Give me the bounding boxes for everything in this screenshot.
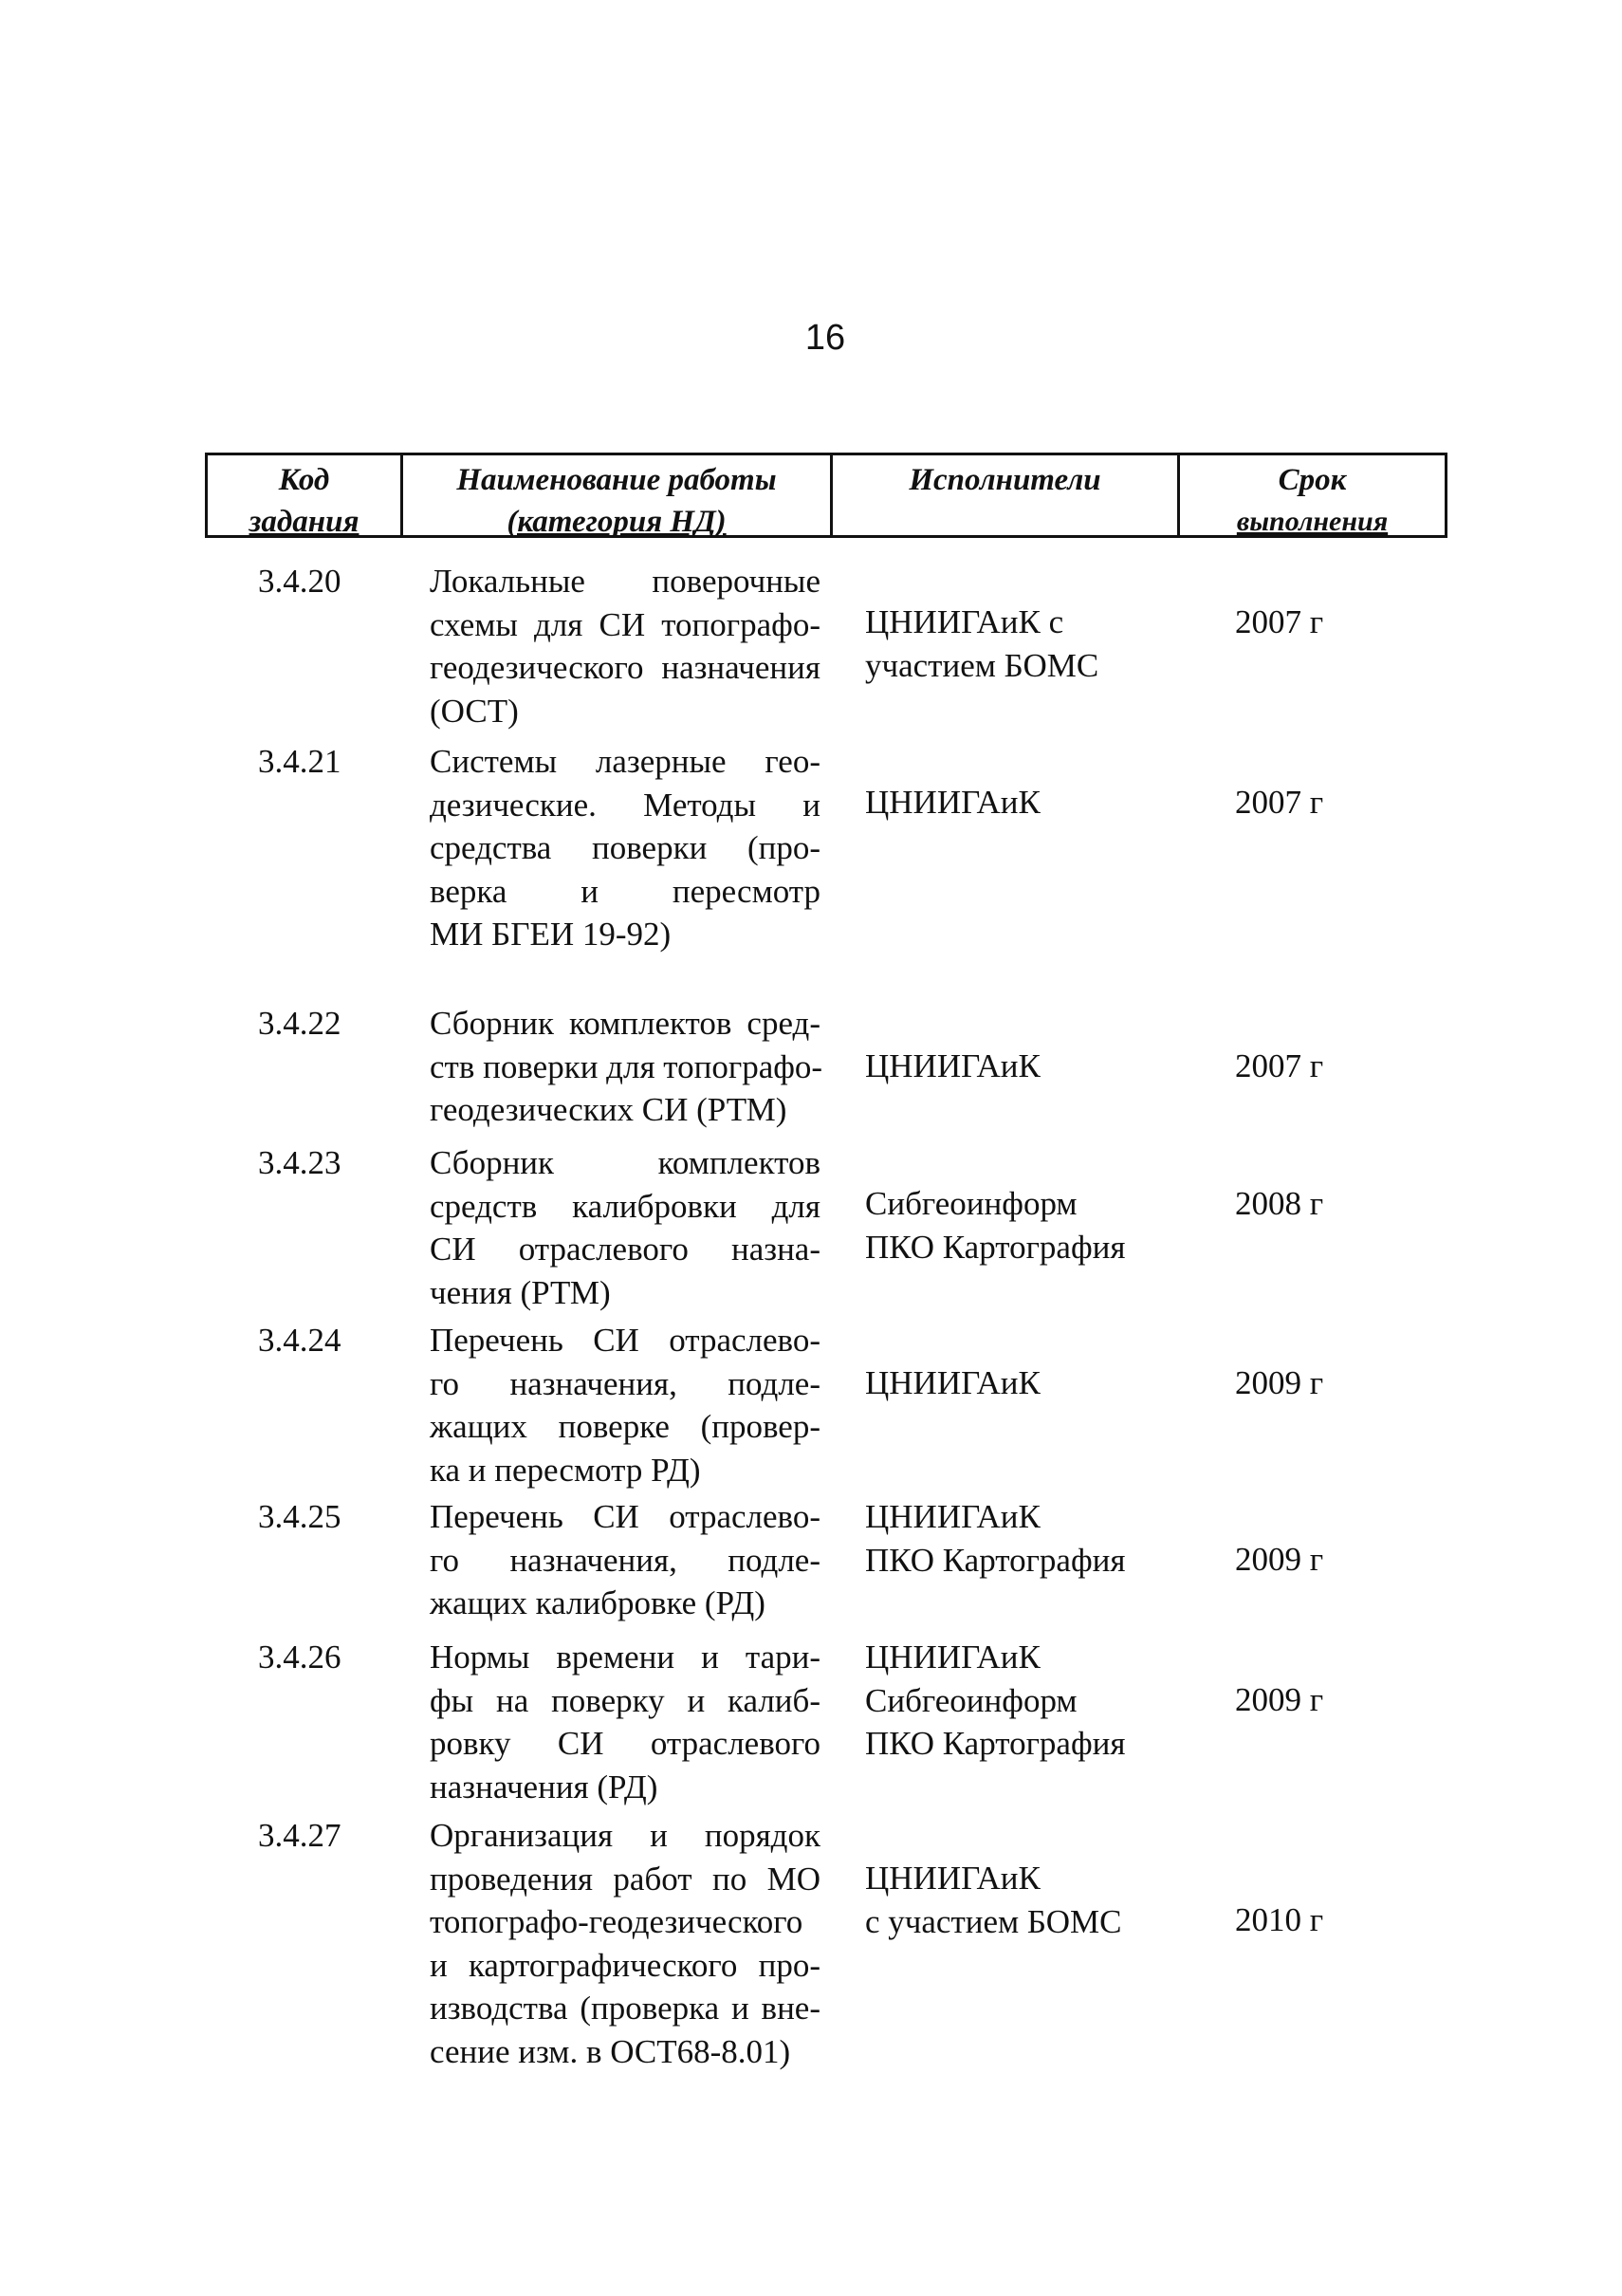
row-title-line: чения (РТМ) [430, 1273, 611, 1311]
row-deadline: 2007 г [1235, 784, 1324, 821]
row-title [430, 1002, 823, 1132]
row-title-line: Системы лазерные гео- [430, 743, 820, 780]
header-title-line-2: (категория НД) [507, 505, 727, 539]
header-code-line-1: Код [278, 463, 330, 497]
row-title-line: и картографического про- [430, 1946, 820, 1984]
row-performers [865, 1182, 1169, 1268]
row-performer: ПКО Картография [865, 1541, 1126, 1579]
header-deadline-line-1: Срок [1278, 463, 1347, 497]
row-title [430, 1319, 820, 1491]
row-deadline: 2008 г [1235, 1185, 1324, 1222]
row-performer: ЦНИИГАиК [865, 1498, 1041, 1535]
row-title-line: Сборник комплектов сред- [430, 1005, 820, 1042]
row-title-line: ка и пересмотр РД) [430, 1451, 701, 1489]
row-title-line: геодезического назначения [430, 649, 820, 686]
row-performer: ЦНИИГАиК с [865, 603, 1064, 640]
row-title-line: Перечень СИ отраслево- [430, 1322, 820, 1359]
row-performer: ЦНИИГАиК [865, 1364, 1041, 1401]
row-title-line: жащих поверке (провер- [430, 1408, 820, 1445]
row-title-line: Локальные поверочные [430, 563, 820, 600]
row-deadline: 2009 г [1235, 1541, 1324, 1578]
header-deadline [1180, 455, 1445, 535]
row-title [430, 560, 820, 732]
header-performers-label: Исполнители [909, 463, 1101, 497]
table-header [205, 453, 1447, 538]
row-title [430, 1495, 820, 1625]
row-performer: участием БОМС [865, 646, 1099, 684]
row-deadline: 2009 г [1235, 1681, 1324, 1718]
header-title-line-1: Наименование работы [456, 463, 777, 497]
header-code-line-2: задания [249, 505, 359, 539]
row-performer: Сибгеоинформ [865, 1185, 1078, 1222]
row-title-line: геодезических СИ (РТМ) [430, 1091, 787, 1128]
row-title-line: верка и пересмотр [430, 872, 820, 910]
row-title-line: жащих калибровке (РД) [430, 1584, 765, 1621]
row-performer: ПКО Картография [865, 1228, 1126, 1266]
row-title-line: Нормы времени и тари- [430, 1639, 820, 1676]
row-performer: ЦНИИГАиК [865, 784, 1041, 821]
row-title-line: проведения работ по МО [430, 1860, 820, 1898]
row-performer: с участием БОМС [865, 1902, 1122, 1940]
row-code: 3.4.21 [258, 743, 341, 780]
row-title [430, 1141, 820, 1314]
row-title-line: Организация и порядок [430, 1817, 820, 1854]
row-title-line: назначения (РД) [430, 1768, 658, 1805]
row-performer: ЦНИИГАиК [865, 1639, 1041, 1676]
row-title-line: Сборник комплектов [430, 1144, 820, 1181]
row-title-line: фы на поверку и калиб- [430, 1681, 820, 1719]
row-title-line: го назначения, подле- [430, 1541, 820, 1579]
row-code: 3.4.26 [258, 1639, 341, 1676]
row-title-line: средств калибровки для [430, 1187, 820, 1225]
row-title-line: ровку СИ отраслевого [430, 1725, 820, 1762]
row-deadline: 2010 г [1235, 1901, 1324, 1938]
row-title [430, 740, 820, 956]
row-title-line: (ОСТ) [430, 692, 519, 730]
row-title-line: схемы для СИ топографо- [430, 605, 820, 643]
row-code: 3.4.23 [258, 1144, 341, 1181]
row-performers [865, 1361, 1169, 1405]
row-performer: ЦНИИГАиК [865, 1047, 1041, 1084]
row-performers [865, 1495, 1169, 1582]
header-deadline-line-2: выполнения [1236, 506, 1389, 537]
row-performers [865, 781, 1169, 824]
row-title [430, 1814, 820, 2073]
row-performers [865, 1636, 1169, 1766]
row-performer: ЦНИИГАиК [865, 1860, 1041, 1897]
row-performers [865, 1045, 1169, 1088]
row-performer: Сибгеоинформ [865, 1681, 1078, 1719]
row-title-line: ств поверки для топографо- [430, 1047, 823, 1085]
row-performers [865, 1857, 1169, 1943]
row-code: 3.4.27 [258, 1817, 341, 1854]
header-title [403, 455, 833, 539]
header-performers [833, 455, 1180, 535]
row-title-line: изводства (проверка и вне- [430, 1990, 820, 2027]
row-title-line: Перечень СИ отраслево- [430, 1498, 820, 1535]
row-title-line: сение изм. в ОСТ68-8.01) [430, 2032, 791, 2070]
row-title-line: средства поверки (про- [430, 829, 820, 866]
row-title-line: дезические. Методы и [430, 786, 820, 824]
row-performers [865, 601, 1169, 687]
row-title-line: МИ БГЕИ 19-92) [430, 916, 672, 953]
row-performer: ПКО Картография [865, 1725, 1126, 1762]
row-code: 3.4.22 [258, 1005, 341, 1042]
row-title-line: СИ отраслевого назна- [430, 1231, 820, 1268]
row-title-line: го назначения, подле- [430, 1364, 820, 1402]
row-code: 3.4.20 [258, 563, 341, 600]
page-number: 16 [804, 318, 846, 358]
row-deadline: 2007 г [1235, 1047, 1324, 1084]
row-code: 3.4.24 [258, 1322, 341, 1359]
row-code: 3.4.25 [258, 1498, 341, 1535]
row-title [430, 1636, 820, 1808]
row-title-line: топографо-геодезического [430, 1903, 803, 1940]
header-code [208, 455, 403, 539]
row-deadline: 2007 г [1235, 603, 1324, 640]
row-deadline: 2009 г [1235, 1364, 1324, 1401]
